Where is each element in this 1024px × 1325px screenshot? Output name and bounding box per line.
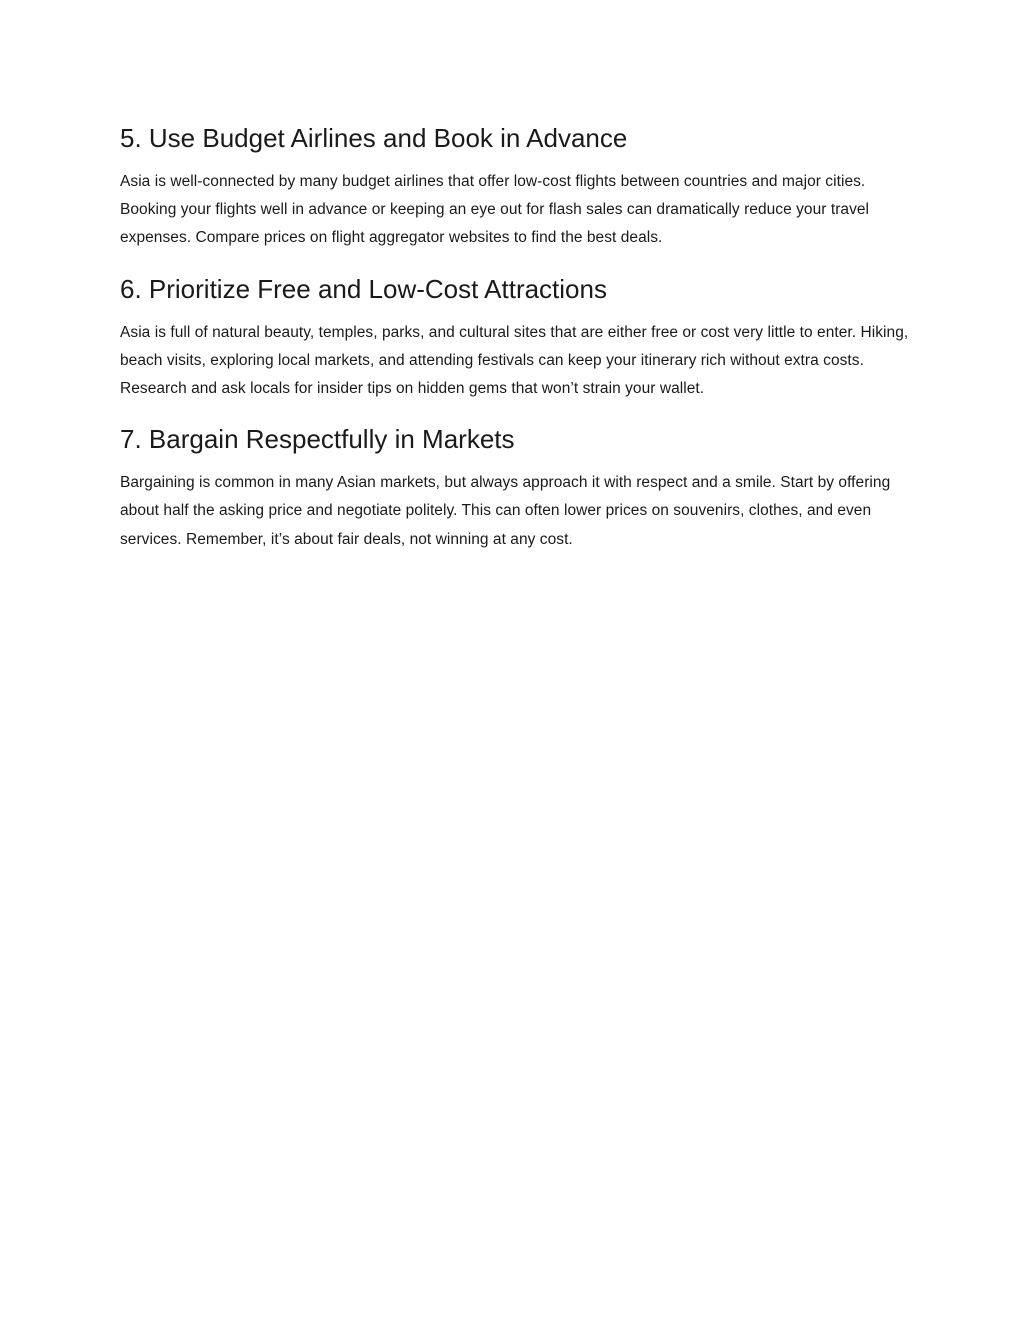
section-bargain-markets <box>120 419 910 554</box>
section-heading: 5. Use Budget Airlines and Book in Advance <box>120 123 628 153</box>
section-heading: 7. Bargain Respectfully in Markets <box>120 424 515 455</box>
section-heading: 6. Prioritize Free and Low-Cost Attractions <box>120 273 607 304</box>
section-paragraph: Bargaining is common in many Asian markets, but always approach it with respect and a smile. Start by offering about half the asking price and negotiate politely. This can often lower prices on souvenirs, clothes, and even services. Remember, it’s about fair deals, not winning at any cost. <box>120 474 891 548</box>
section-budget-airlines <box>120 118 910 253</box>
section-paragraph: Asia is full of natural beauty, temples, parks, and cultural sites that are either free or cost very little to enter. Hiking, beach visits, exploring local markets, and attending festivals can keep your itinerary rich without extra costs. Research and ask locals for insider tips on hidden gems that won’t strain your wallet. <box>120 323 909 398</box>
section-free-attractions <box>120 269 910 404</box>
document-page <box>120 118 910 570</box>
section-paragraph: Asia is well-connected by many budget airlines that offer low-cost flights between countries and major cities. Booking your flights well in advance or keeping an eye out for flash sales can dramatically reduce your travel expenses. Compare prices on flight aggregator websites to find the best deals. <box>120 173 870 247</box>
